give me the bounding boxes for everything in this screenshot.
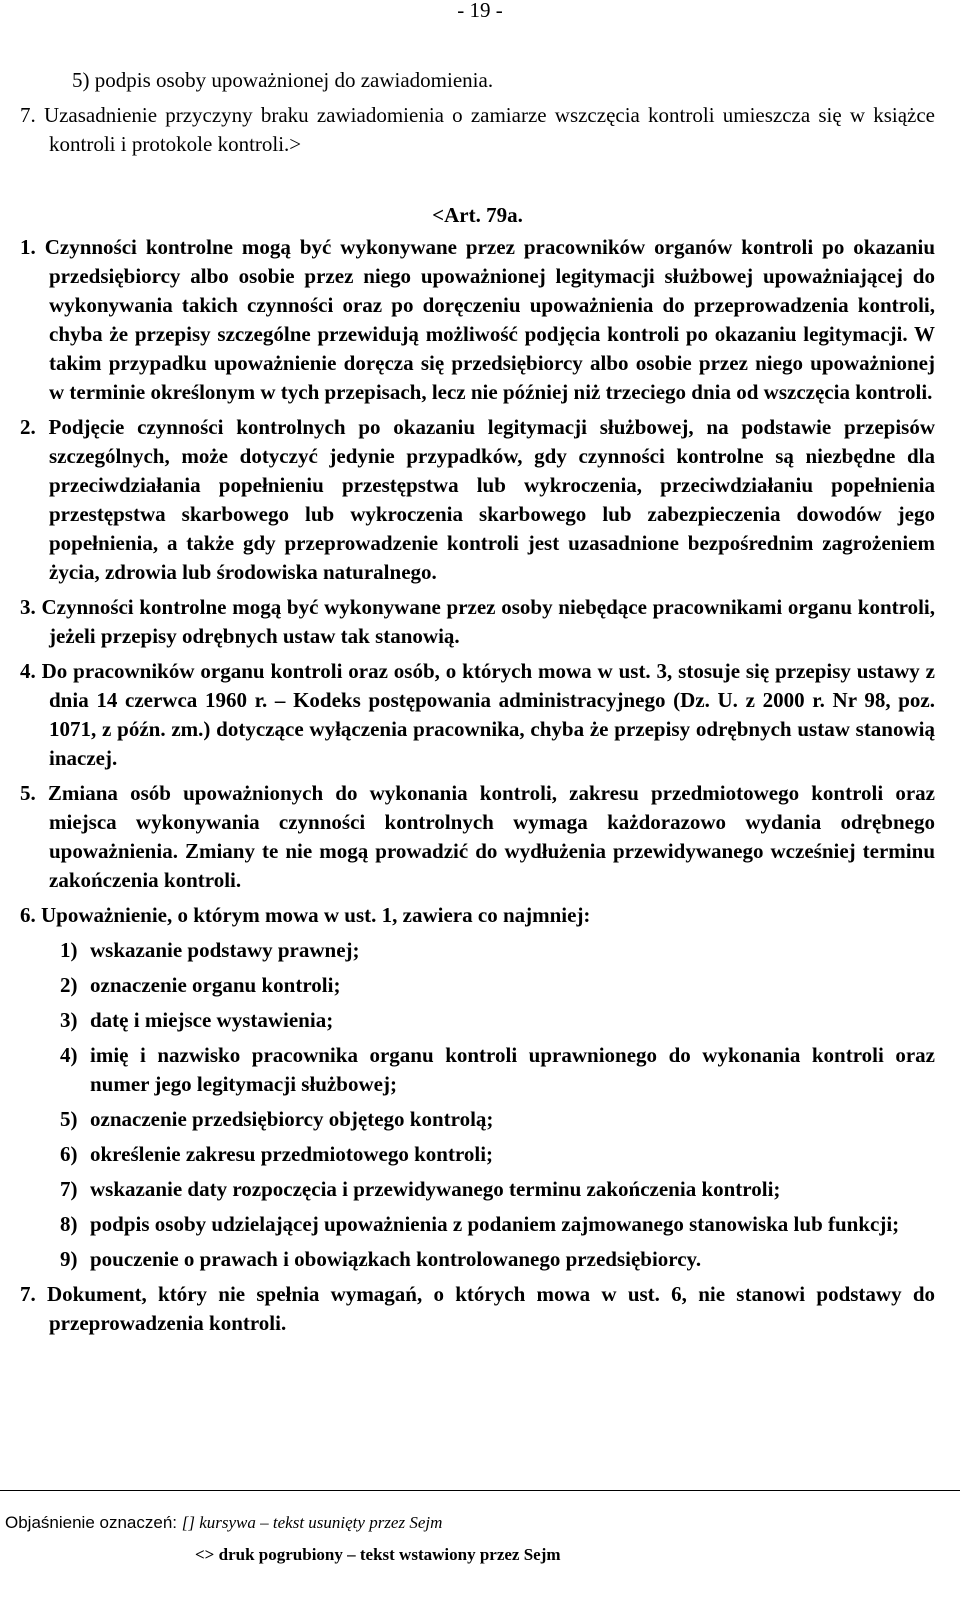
paragraph-6 (20, 901, 935, 930)
paragraph-5-text: Zmiana osób upoważnionych do wykonania kontroli, zakresu przedmiotowego kontroli oraz miejsca wykonywania czynności kontrolnych wymaga każdorazowo wydania odrębnego upoważnienia. Zmiany te nie mogą prowadzić do wydłużenia przewidywanego wcześniej terminu zakończenia kontroli. (47, 781, 935, 892)
item-7-justification (20, 101, 935, 159)
legend-bold-note: <> druk pogrubiony – tekst wstawiony przez Sejm (195, 1545, 561, 1564)
paragraph-2-text: Podjęcie czynności kontrolnych po okazaniu legitymacji służbowej, na podstawie przepisów szczególnych, może dotyczyć jedynie przypadków, gdy czynności kontrolne są niezbędne dla przeciwdziałania popełnieniu przestępstwa lub wykroczenia, przeciwdziałaniu popełnienia przestępstwa skarbowego lub wykroczenia skarbowego lub zabezpieczenia dowodów jego popełnienia, a także gdy przeprowadzenie kontroli jest uzasadnione bezpośrednim zagrożeniem życia, zdrowia lub środowiska naturalnego. (48, 415, 935, 584)
paragraph-1-text: Czynności kontrolne mogą być wykonywane przez pracowników organów kontroli po okazaniu przedsiębiorcy albo osobie przez niego upoważnionej legitymacji służbowej upoważniającej do wykonywania takich czynności oraz po doręczeniu upoważnienia do przeprowadzenia kontroli, chyba że przepisy szczególne przewidują możliwość podjęcia kontroli po okazaniu legitymacji. W takim przypadku upoważnienie doręcza się przedsiębiorcy albo osobie przez niego upoważnionej w terminie określonym w tych przepisach, lecz nie później niż trzeciego dnia od wszczęcia kontroli. (44, 235, 935, 404)
item-5-signature: 5) podpis osoby upoważnionej do zawiadomienia. (72, 68, 494, 92)
list-item-number: 2) (60, 973, 78, 997)
legend-italic-note: [] kursywa – tekst usunięty przez Sejm (181, 1513, 443, 1532)
paragraph-7 (20, 1280, 935, 1338)
paragraph-1-number: 1. (20, 235, 36, 259)
paragraph-3-number: 3. (20, 595, 36, 619)
paragraph-2 (20, 413, 935, 587)
list-item-number: 5) (60, 1107, 78, 1131)
list-item-text: oznaczenie przedsiębiorcy objętego kontrolą; (90, 1107, 494, 1131)
authorization-requirements-list (20, 936, 935, 1274)
item-7-text: Uzasadnienie przyczyny braku zawiadomienia o zamiarze wszczęcia kontroli umieszcza się w książce kontroli i protokole kontroli.> (43, 103, 936, 156)
list-item-text: określenie zakresu przedmiotowego kontroli; (90, 1142, 494, 1166)
list-item-number: 6) (60, 1142, 78, 1166)
article-79a (20, 201, 935, 1338)
list-item (60, 1006, 935, 1035)
paragraph-3 (20, 593, 935, 651)
legend-label: Objaśnienie oznaczeń: (5, 1513, 178, 1532)
paragraph-4-text: Do pracowników organu kontroli oraz osób, o których mowa w ust. 3, stosuje się przepisy ustawy z dnia 14 czerwca 1960 r. – Kodeks postępowania administracyjnego (Dz. U. z 2000 r. Nr 98, poz. 1071, z późn. zm.) dotyczące wyłączenia pracownika, chyba że przepisy odrębnych ustaw stanowią inaczej. (41, 659, 935, 770)
page-number: - 19 - (457, 0, 503, 22)
list-item-text: wskazanie podstawy prawnej; (90, 938, 360, 962)
list-item (60, 1140, 935, 1169)
paragraph-3-text: Czynności kontrolne mogą być wykonywane przez osoby niebędące pracownikami organu kontroli, jeżeli przepisy odrębnych ustaw tak stanowią. (41, 595, 935, 648)
list-item-text: podpis osoby udzielającej upoważnienia z podaniem zajmowanego stanowiska lub funkcji; (90, 1212, 900, 1236)
top-section (20, 66, 935, 159)
list-item (60, 971, 935, 1000)
list-item-number: 9) (60, 1247, 78, 1271)
list-item-number: 4) (60, 1043, 78, 1067)
list-item-number: 8) (60, 1212, 78, 1236)
paragraph-7-number: 7. (20, 1282, 36, 1306)
legend-line-italic (5, 1509, 945, 1537)
list-item-number: 1) (60, 938, 78, 962)
list-item-number: 3) (60, 1008, 78, 1032)
list-item-number: 7) (60, 1177, 78, 1201)
list-item-text: pouczenie o prawach i obowiązkach kontrolowanego przedsiębiorcy. (90, 1247, 702, 1271)
list-item-text: wskazanie daty rozpoczęcia i przewidywanego terminu zakończenia kontroli; (90, 1177, 781, 1201)
item-7-number: 7. (20, 103, 36, 127)
list-item (60, 1041, 935, 1099)
paragraph-5-number: 5. (20, 781, 36, 805)
list-item-text: imię i nazwisko pracownika organu kontroli uprawnionego do wykonania kontroli oraz numer jego legitymacji służbowej; (90, 1043, 935, 1096)
list-item (60, 1175, 935, 1204)
paragraph-6-text: Upoważnienie, o którym mowa w ust. 1, zawiera co najmniej: (41, 903, 591, 927)
article-heading: <Art. 79a. (432, 203, 523, 227)
list-item (60, 1210, 935, 1239)
list-item (60, 1105, 935, 1134)
paragraph-6-number: 6. (20, 903, 36, 927)
paragraph-5 (20, 779, 935, 895)
list-item-text: oznaczenie organu kontroli; (90, 973, 341, 997)
list-item (60, 1245, 935, 1274)
list-item-text: datę i miejsce wystawienia; (90, 1008, 334, 1032)
paragraph-4-number: 4. (20, 659, 36, 683)
paragraph-7-text: Dokument, który nie spełnia wymagań, o których mowa w ust. 6, nie stanowi podstawy do przeprowadzenia kontroli. (47, 1282, 936, 1335)
paragraph-1 (20, 233, 935, 407)
paragraph-4 (20, 657, 935, 773)
footer-legend (5, 1509, 945, 1569)
list-item (60, 936, 935, 965)
footer-divider (0, 1490, 960, 1491)
paragraph-2-number: 2. (20, 415, 36, 439)
